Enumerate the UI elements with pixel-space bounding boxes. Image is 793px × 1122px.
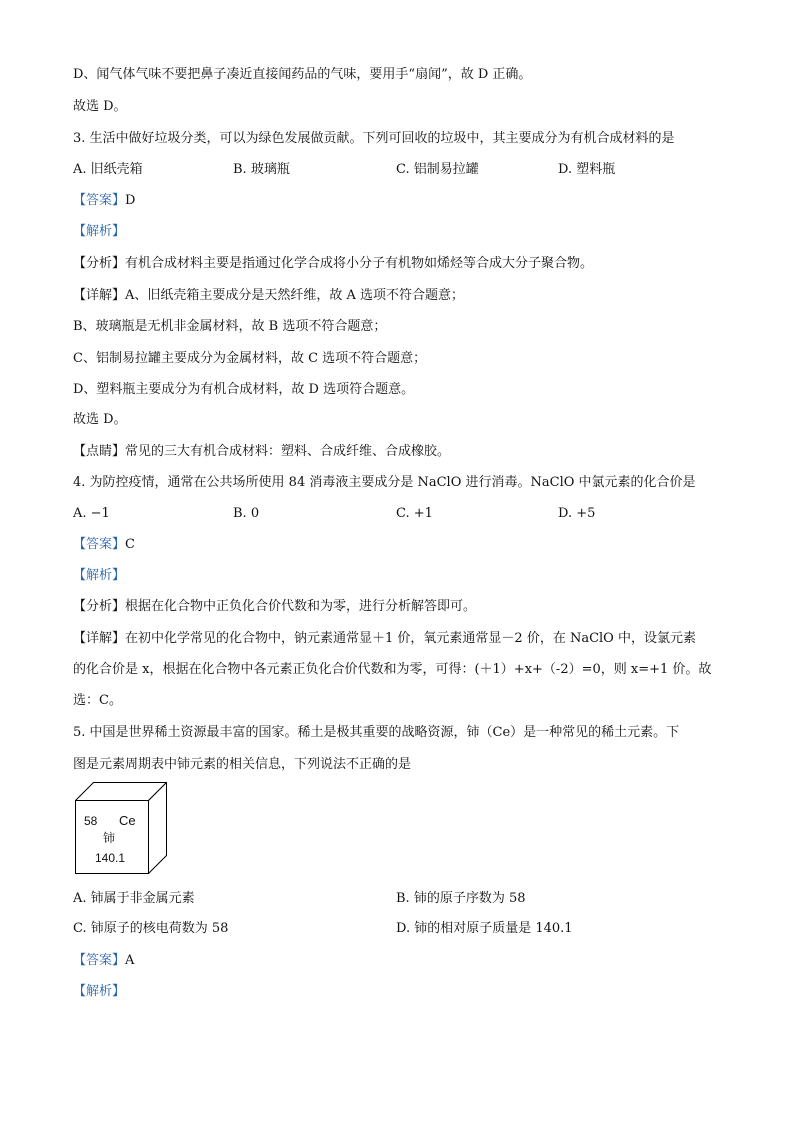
q5-analysis-tag: 【解析】 — [73, 984, 126, 999]
q5-option-c: C. 铈原子的核电荷数为 58 — [73, 921, 229, 936]
q3-option-d: D. 塑料瓶 — [558, 162, 616, 177]
q3-option-a: A. 旧纸壳箱 — [73, 162, 143, 177]
fenxi-text: 根据在化合物中正负化合价代数和为零，进行分析解答即可。 — [125, 599, 477, 614]
xiangjie-tag: 【详解】 — [73, 631, 126, 646]
answer-tag: 【答案】 — [73, 953, 126, 968]
element-card — [75, 800, 147, 872]
text-line: D、闻气体气味不要把鼻子凑近直接闻药品的气味，要用手“扇闻”，故 D 正确。 — [73, 67, 532, 82]
q3-option-c: C. 铝制易拉罐 — [396, 162, 479, 177]
text-line: 的化合价是 x，根据在化合物中各元素正负化合价代数和为零，可得：(＋1）+x+（-2）=0，则 x=+1 价。故 — [73, 662, 712, 677]
text-line: 故选 D。 — [73, 412, 127, 427]
element-name: 铈 — [103, 831, 116, 845]
atomic-number: 58 — [84, 814, 98, 828]
fenxi-tag: 【分析】 — [73, 256, 126, 271]
answer-tag: 【答案】 — [73, 537, 126, 552]
question-3: 3. 生活中做好垃圾分类，可以为绿色发展做贡献。下列可回收的垃圾中，其主要成分为有机合成材料的是 — [73, 131, 675, 146]
q4-analysis-tag: 【解析】 — [73, 568, 126, 583]
question-5-line-1: 5. 中国是世界稀土资源最丰富的国家。稀土是极其重要的战略资源，铈（Ce）是一种常见的稀土元素。下 — [73, 725, 680, 740]
q5-option-a: A. 铈属于非金属元素 — [73, 891, 195, 906]
dianjing-tag: 【点睛】 — [73, 444, 126, 459]
q3-fenxi — [73, 255, 593, 273]
q4-option-a: A. −1 — [73, 506, 110, 521]
question-5-line-2: 图是元素周期表中铈元素的相关信息，下列说法不正确的是 — [73, 757, 412, 772]
element-symbol: Ce — [119, 813, 136, 828]
answer-tag: 【答案】 — [73, 193, 126, 208]
q5-option-b: B. 铈的原子序数为 58 — [396, 891, 526, 906]
text-line: 选：C。 — [73, 693, 122, 708]
fenxi-text: 有机合成材料主要是指通过化学合成将小分子有机物如烯烃等合成大分子聚合物。 — [125, 256, 594, 271]
q4-option-c: C. +1 — [396, 506, 433, 521]
dianjing-text: 常见的三大有机合成材料：塑料、合成纤维、合成橡胶。 — [125, 444, 451, 459]
answer-value: D — [125, 193, 136, 208]
answer-value: C — [125, 537, 135, 552]
text-line: D、塑料瓶主要成分为有机合成材料，故 D 选项符合题意。 — [73, 382, 415, 397]
q4-xiangjie — [73, 630, 696, 648]
text-line: C、铝制易拉罐主要成分为金属材料，故 C 选项不符合题意； — [73, 351, 427, 366]
q3-option-b: B. 玻璃瓶 — [233, 162, 290, 177]
q4-option-b: B. 0 — [233, 506, 260, 521]
q3-dianjing — [73, 443, 450, 461]
q3-analysis-tag: 【解析】 — [73, 224, 126, 239]
fenxi-tag: 【分析】 — [73, 599, 126, 614]
answer-value: A — [125, 953, 135, 968]
atomic-mass: 140.1 — [95, 851, 126, 865]
q4-answer — [73, 536, 135, 554]
q5-answer — [73, 952, 134, 970]
q4-option-d: D. +5 — [558, 506, 596, 521]
q5-option-d: D. 铈的相对原子质量是 140.1 — [396, 921, 573, 936]
q4-fenxi — [73, 598, 476, 616]
text-line: 故选 D。 — [73, 99, 127, 114]
xiangjie-text: A、旧纸壳箱主要成分是天然纤维，故 A 选项不符合题意； — [125, 288, 465, 303]
q3-answer — [73, 192, 135, 210]
xiangjie-text: 在初中化学常见的化合物中，钠元素通常显＋1 价，氧元素通常显－2 价，在 NaClO 中，设氯元素 — [125, 631, 696, 646]
text-line: B、玻璃瓶是无机非金属材料，故 B 选项不符合题意； — [73, 319, 387, 334]
question-4: 4. 为防控疫情，通常在公共场所使用 84 消毒液主要成分是 NaClO 进行消毒。NaClO 中氯元素的化合价是 — [73, 475, 696, 490]
xiangjie-tag: 【详解】 — [73, 288, 126, 303]
q3-xiangjie — [73, 287, 464, 305]
